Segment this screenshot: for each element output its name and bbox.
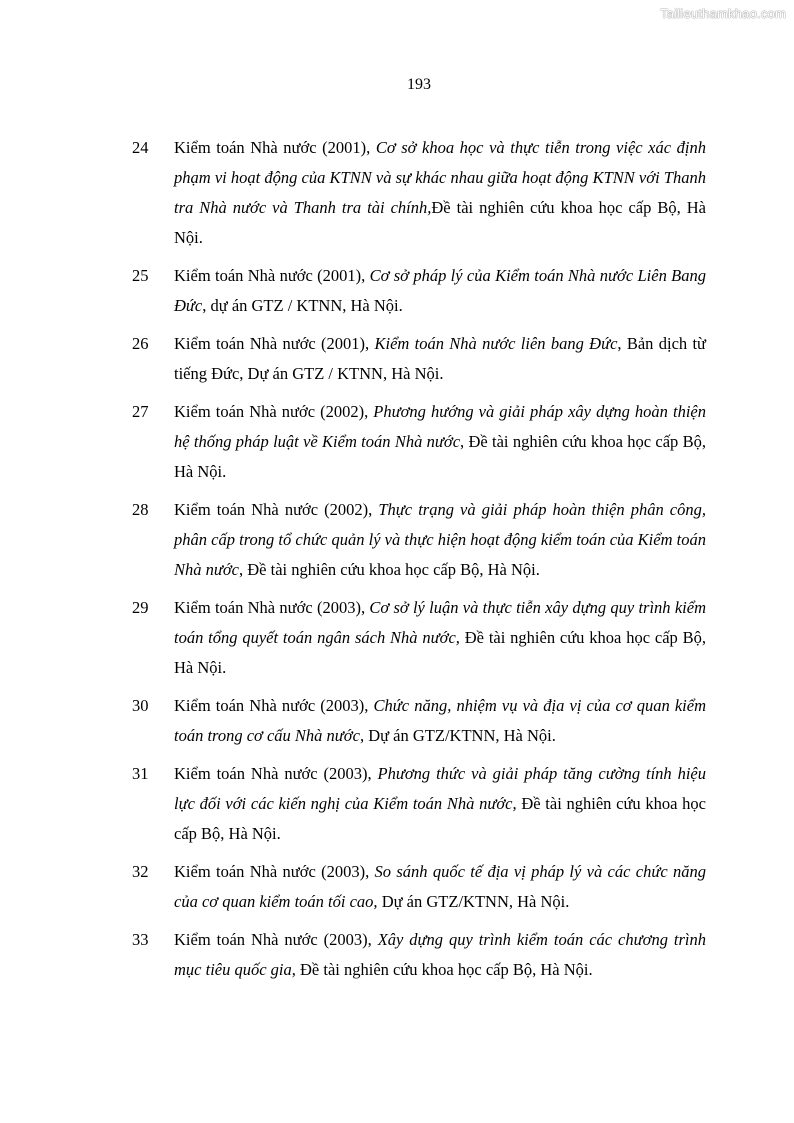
reference-number: 26 [132, 334, 149, 353]
reference-author-year: Kiểm toán Nhà nước (2001), [174, 138, 376, 157]
reference-item [132, 759, 706, 849]
reference-source: , Đề tài nghiên cứu khoa học cấp Bộ, Hà Nội. [174, 432, 706, 481]
reference-author-year: Kiểm toán Nhà nước (2003), [174, 930, 378, 949]
reference-item [132, 261, 706, 321]
reference-author-year: Kiểm toán Nhà nước (2003), [174, 598, 370, 617]
reference-number: 25 [132, 266, 149, 285]
reference-author-year: Kiểm toán Nhà nước (2003), [174, 862, 375, 881]
reference-title: Thực trạng và giải pháp hoàn thiện phân công, phân cấp trong tổ chức quản lý và thực hiện hoạt động kiểm toán của Kiểm toán Nhà nước [174, 500, 706, 579]
reference-source: Đề tài nghiên cứu khoa học cấp Bộ, Hà Nội. [174, 628, 706, 677]
reference-author-year: Kiểm toán Nhà nước (2002), [174, 402, 374, 421]
reference-item [132, 593, 706, 683]
reference-item [132, 133, 706, 253]
reference-item [132, 857, 706, 917]
reference-number: 24 [132, 138, 149, 157]
reference-number: 30 [132, 696, 149, 715]
reference-item [132, 691, 706, 751]
reference-number: 32 [132, 862, 149, 881]
watermark: Tailieuthamkhao.com [660, 6, 786, 21]
reference-title: Phương thức và giải pháp tăng cường tính hiệu lực đối với các kiến nghị của Kiểm toán Nhà nước, [174, 764, 706, 813]
reference-author-year: Kiểm toán Nhà nước (2002), [174, 500, 379, 519]
reference-title: Cơ sở lý luận và thực tiễn xây dựng quy trình kiểm toán tổng quyết toán ngân sách Nhà nước, [174, 598, 706, 647]
reference-number: 28 [132, 500, 149, 519]
reference-title: Cơ sở pháp lý của Kiểm toán Nhà nước Liên Bang Đức [174, 266, 706, 315]
reference-item [132, 397, 706, 487]
reference-source: Đề tài nghiên cứu khoa học cấp Bộ, Hà Nội. [174, 198, 706, 247]
reference-title: Cơ sở khoa học và thực tiễn trong việc xác định phạm vi hoạt động của KTNN và sự khác nhau giữa hoạt động KTNN với Thanh tra Nhà nước và Thanh tra tài chính, [174, 138, 706, 217]
reference-author-year: Kiểm toán Nhà nước (2003), [174, 764, 378, 783]
reference-author-year: Kiểm toán Nhà nước (2001), [174, 334, 375, 353]
reference-number: 29 [132, 598, 149, 617]
page-number: 193 [407, 76, 431, 93]
reference-source: , dự án GTZ / KTNN, Hà Nội. [202, 296, 403, 315]
reference-number: 33 [132, 930, 149, 949]
reference-title: Chức năng, nhiệm vụ và địa vị của cơ quan kiểm toán trong cơ cấu Nhà nước [174, 696, 706, 745]
reference-title: Xây dựng quy trình kiểm toán các chương trình mục tiêu quốc gia [174, 930, 706, 979]
reference-source: , Bản dịch từ tiếng Đức, Dự án GTZ / KTNN, Hà Nội. [174, 334, 706, 383]
reference-author-year: Kiểm toán Nhà nước (2003), [174, 696, 374, 715]
reference-title: So sánh quốc tế địa vị pháp lý và các chức năng của cơ quan kiểm toán tối cao, [174, 862, 706, 911]
reference-title: Phương hướng và giải pháp xây dựng hoàn thiện hệ thống pháp luật về Kiểm toán Nhà nước [174, 402, 706, 451]
reference-source: Đề tài nghiên cứu khoa học cấp Bộ, Hà Nội. [174, 794, 706, 843]
reference-title: Kiểm toán Nhà nước liên bang Đức [374, 334, 618, 353]
reference-author-year: Kiểm toán Nhà nước (2001), [174, 266, 370, 285]
reference-item [132, 329, 706, 389]
reference-source: Dự án GTZ/KTNN, Hà Nội. [377, 892, 570, 911]
reference-source: , Dự án GTZ/KTNN, Hà Nội. [359, 726, 556, 745]
reference-source: , Đề tài nghiên cứu khoa học cấp Bộ, Hà Nội. [291, 960, 593, 979]
reference-item [132, 495, 706, 585]
reference-number: 31 [132, 764, 149, 783]
reference-number: 27 [132, 402, 149, 421]
reference-item [132, 925, 706, 985]
reference-source: , Đề tài nghiên cứu khoa học cấp Bộ, Hà Nội. [239, 560, 540, 579]
reference-list [132, 133, 706, 985]
